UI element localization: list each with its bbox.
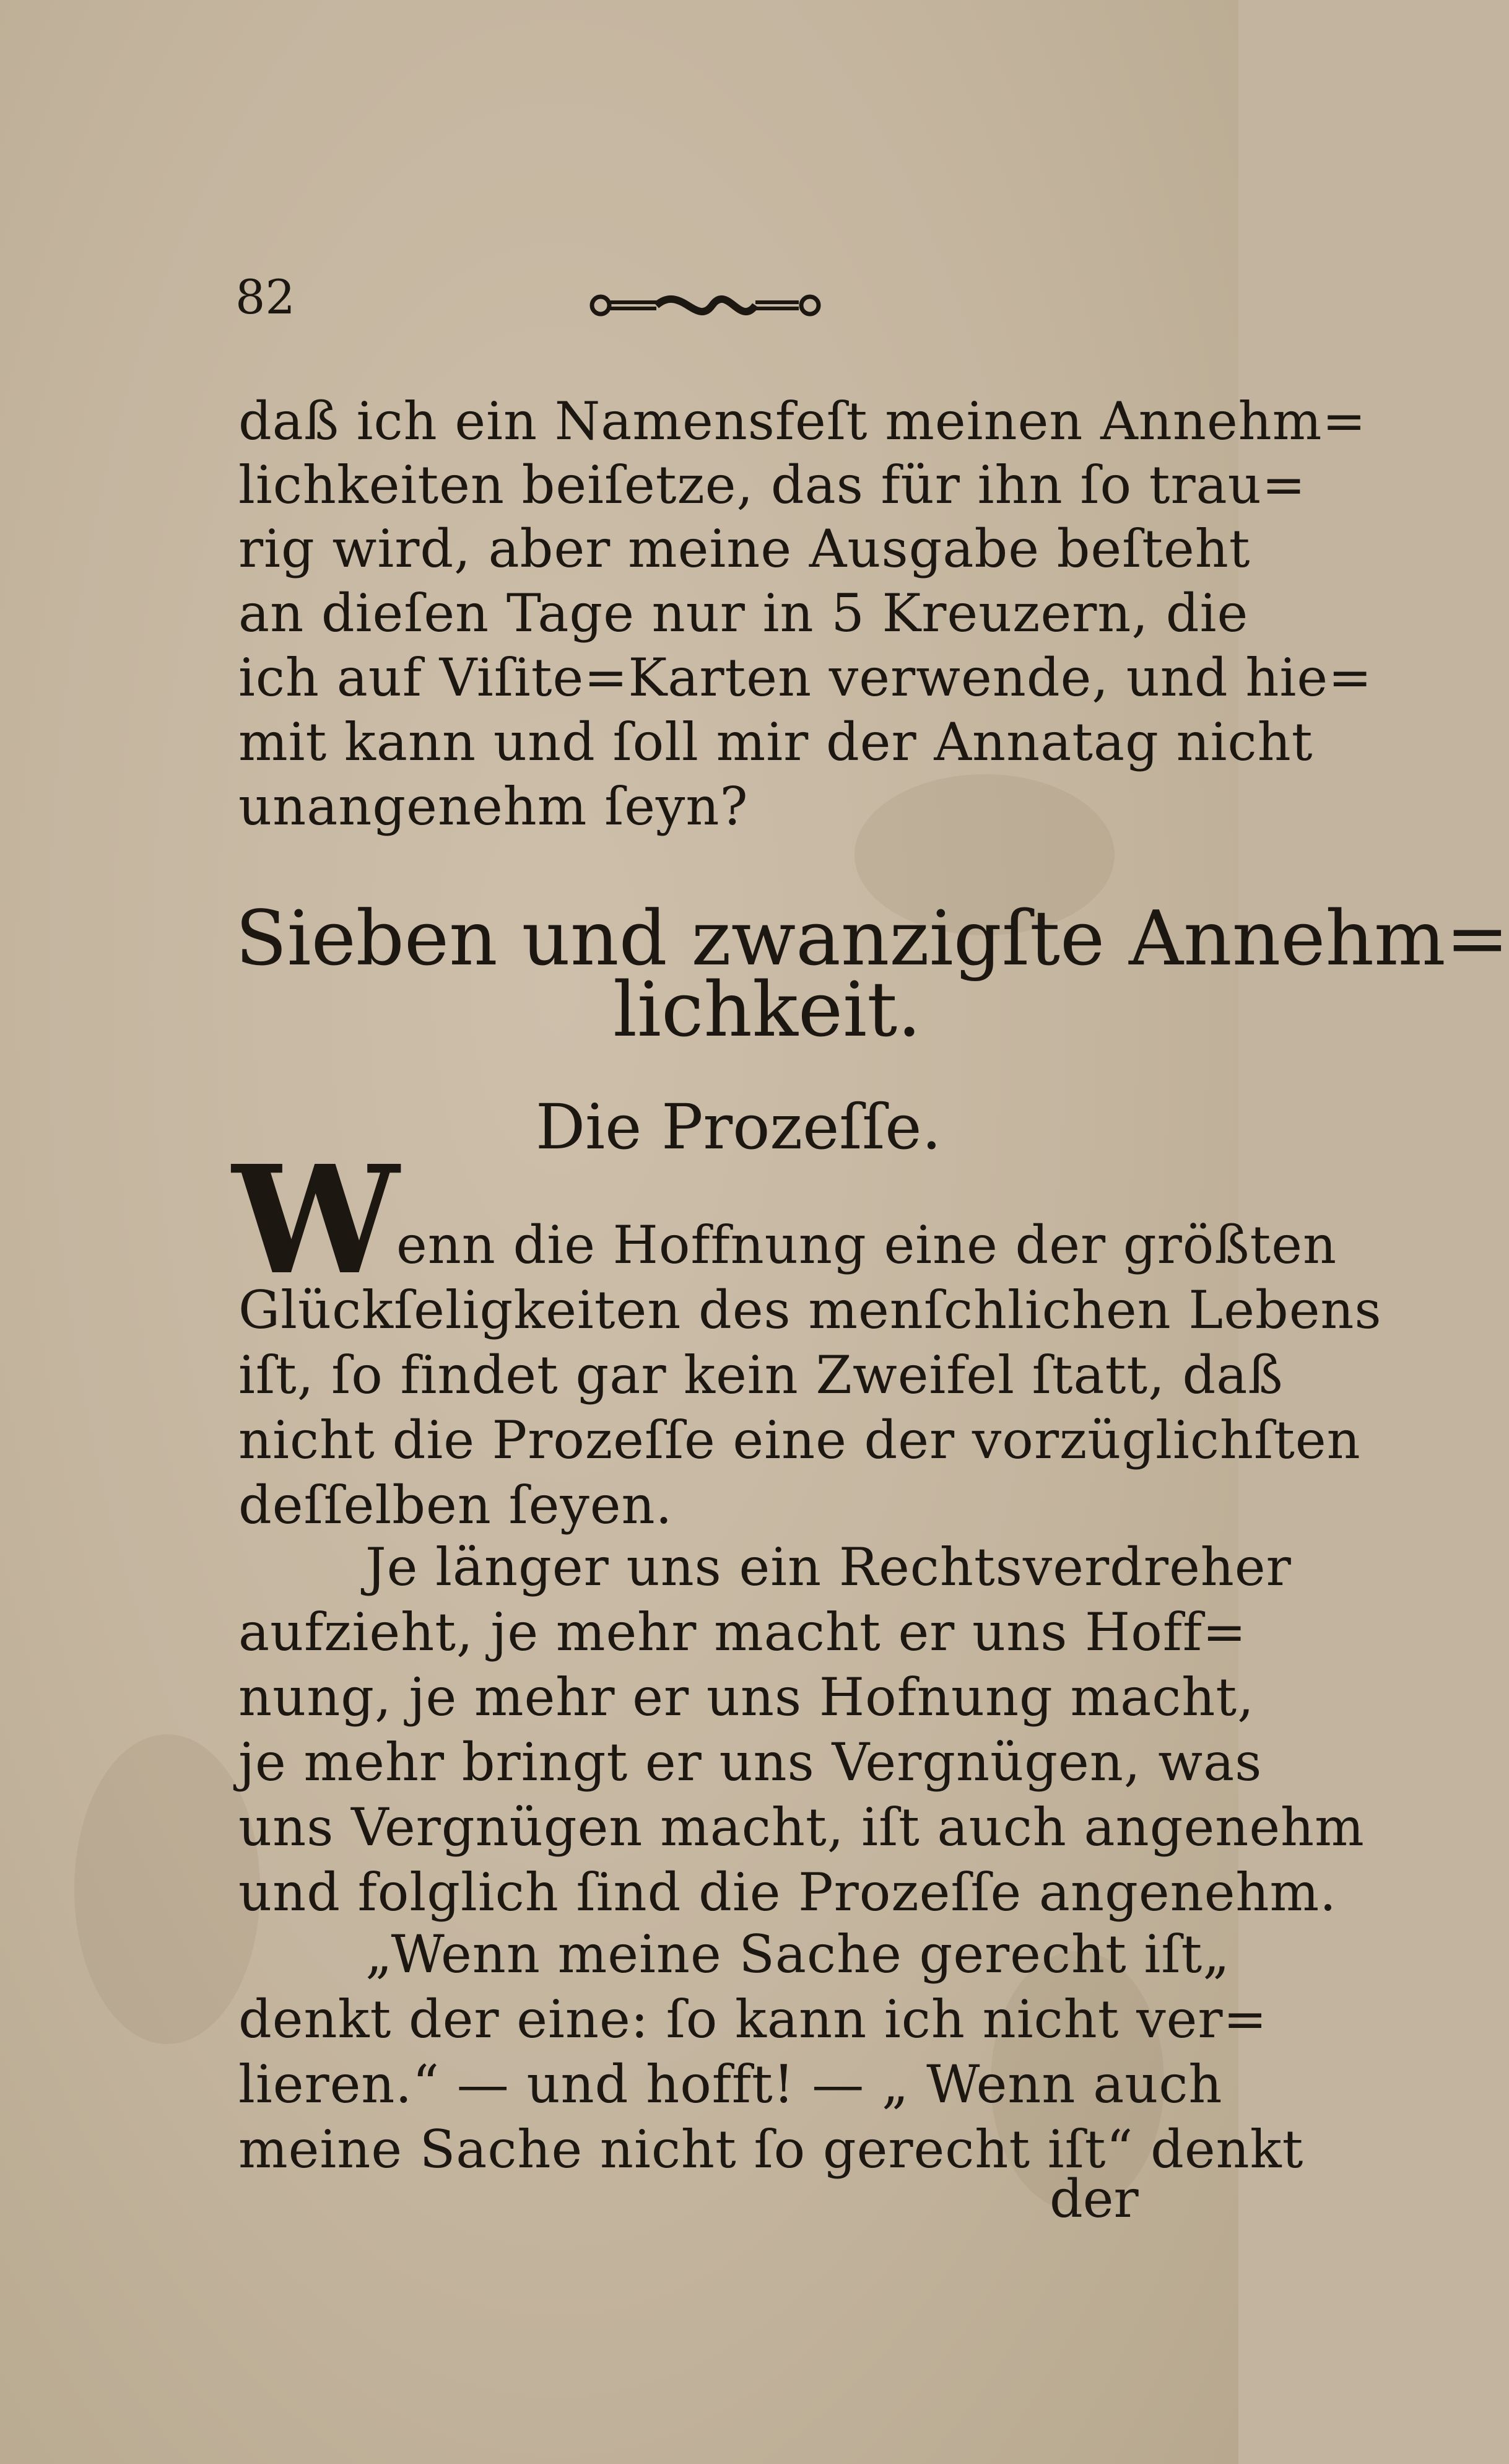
text-line: daß ich ein Namensfeſt meinen Annehm=	[238, 391, 1367, 452]
text-line: nicht die Prozeſſe eine der vorzüglichſten	[238, 1410, 1361, 1470]
text-line: aufzieht, je mehr macht er uns Hoff=	[238, 1602, 1247, 1662]
drop-cap: W	[232, 1133, 399, 1308]
text-line: enn die Hoffnung eine der größten	[396, 1215, 1337, 1275]
text-line: uns Vergnügen macht, iſt auch angenehm	[238, 1797, 1365, 1858]
chapter-heading-continued: lichkeit.	[613, 966, 921, 1054]
text-line: denkt der eine: ſo kann ich nicht ver=	[238, 1989, 1268, 2050]
text-line: je mehr bringt er uns Vergnügen, was	[238, 1732, 1263, 1793]
text-line: nung, je mehr er uns Hofnung macht,	[238, 1667, 1255, 1728]
paper-stain	[74, 1734, 260, 2044]
text-line: meine Sache nicht ſo gerecht iſt“ denkt	[238, 2119, 1304, 2180]
section-subheading: Die Prozeſſe.	[536, 1091, 942, 1163]
text-line: mit kann und ſoll mir der Annatag nicht	[238, 712, 1313, 772]
chapter-heading: Sieben und zwanzigſte Annehm=	[235, 894, 1509, 982]
text-line: Je länger uns ein Rechtsverdreher	[365, 1537, 1292, 1597]
text-line: rig wird, aber meine Ausgabe beſteht	[238, 518, 1251, 579]
text-line: unangenehm ſeyn?	[238, 776, 749, 837]
text-line: Glückſeligkeiten des menſchlichen Lebens	[238, 1280, 1382, 1340]
text-line: lichkeiten beiſetze, das für ihn ſo trau=	[238, 455, 1307, 515]
page-number: 82	[235, 269, 295, 325]
text-line: und folglich ſind die Prozeſſe angenehm.	[238, 1862, 1337, 1923]
text-line: lieren.“ — und hofft! — „ Wenn auch	[238, 2054, 1223, 2115]
text-line: iſt, ſo findet gar kein Zweifel ſtatt, daß	[238, 1345, 1284, 1405]
catchword: der	[1050, 2169, 1139, 2229]
text-line: ich auf Viſite=Karten verwende, und hie=	[238, 647, 1373, 708]
header-ornament-icon	[588, 284, 824, 327]
text-line: deſſelben ſeyen.	[238, 1475, 673, 1536]
text-line: an dieſen Tage nur in 5 Kreuzern, die	[238, 583, 1249, 644]
text-line: „Wenn meine Sache gerecht iſt„	[365, 1924, 1230, 1985]
